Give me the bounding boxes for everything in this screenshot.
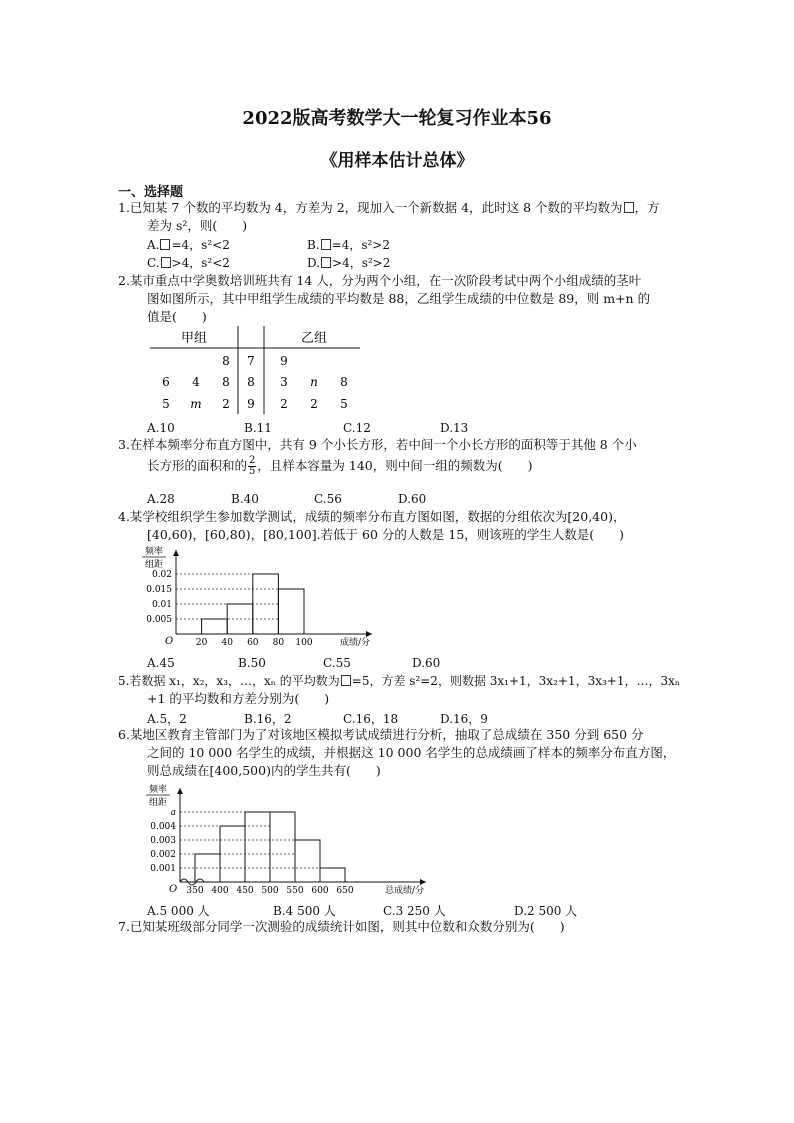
q4-option-d: D.60 — [412, 656, 441, 670]
y-tick-label: 0.015 — [146, 585, 172, 595]
q1-option-d: D. >4，s²>2 — [307, 256, 391, 270]
xbar-placeholder-icon — [160, 239, 170, 250]
q5-option-a: A.5，2 — [147, 712, 187, 726]
leaf-cell: 5 — [162, 397, 170, 411]
leaf-cell: 8 — [340, 375, 348, 389]
xbar-placeholder-icon — [341, 675, 351, 686]
xbar-placeholder-icon — [321, 239, 331, 250]
y-tick-label: 0.02 — [151, 570, 172, 580]
histogram-bar — [270, 812, 295, 882]
q4-option-a: A.45 — [147, 656, 175, 670]
histogram-chart-1 — [136, 544, 376, 654]
histogram-bar — [245, 812, 270, 882]
q7-line1: 7.已知某班级部分同学一次测验的成绩统计如图，则其中位数和众数分别为( ) — [118, 919, 565, 934]
y-label-bottom: 组距 — [148, 798, 168, 808]
leaf-cell: n — [310, 375, 318, 389]
leaf-cell: 2 — [280, 397, 288, 411]
q1-text-a: 1.已知某 7 个数的平均数为 4，方差为 2，现加入一个新数据 4，此时这 8 个数的平均数为 — [118, 200, 623, 215]
q1-line1 — [118, 199, 660, 217]
q1-text-b: ，方 — [634, 200, 660, 215]
x-tick-label: 400 — [211, 886, 229, 896]
stem-cell: 9 — [247, 397, 255, 411]
leaf-cell: 8 — [222, 354, 230, 368]
histogram-bar — [295, 840, 320, 882]
histogram-bar — [278, 589, 304, 634]
xbar-placeholder-icon — [161, 257, 171, 268]
stem-leaf-left-header: 甲组 — [180, 331, 208, 346]
xbar-placeholder-icon — [624, 202, 634, 213]
q2-line3: 值是( ) — [147, 309, 207, 324]
leaf-cell: 3 — [280, 375, 288, 389]
x-tick-label: 550 — [286, 886, 304, 896]
fraction-two-fifths: $\frac{2}{5}$ — [249, 455, 256, 477]
x-axis-label: 成绩/分 — [339, 638, 370, 648]
y-label-bottom: 组距 — [144, 560, 164, 570]
y-label-top: 频率 — [148, 785, 168, 795]
x-axis-arrow — [366, 631, 372, 637]
x-tick-label: 60 — [247, 638, 259, 648]
q5-option-b: B.16，2 — [244, 712, 292, 726]
x-tick-label: 350 — [186, 886, 204, 896]
q2-line2: 图如图所示，其中甲组学生成绩的平均数是 88，乙组学生成绩的中位数是 89，则 m+n 的 — [147, 291, 651, 306]
leaf-cell: 2 — [310, 397, 318, 411]
leaf-cell: 9 — [280, 354, 288, 368]
q5-line2: +1 的平均数和方差分别为( ) — [147, 691, 330, 706]
q6-line1: 6.某地区教育主管部门为了对该地区模拟考试成绩进行分析，抽取了总成绩在 350 分到 650 分 — [118, 727, 644, 742]
q2-line1: 2.某市重点中学奥数培训班共有 14 人，分为两个小组，在一次阶段考试中两个小组成绩的茎叶 — [118, 273, 642, 288]
q3-line1: 3.在样本频率分布直方图中，共有 9 个小长方形，若中间一个小长方形的面积等于其他 8 个小 — [118, 437, 637, 452]
x-tick-label: 100 — [295, 638, 313, 648]
q3-option-a: A.28 — [147, 492, 175, 506]
q5-option-c: C.16，18 — [343, 712, 399, 726]
q2-option-b: B.11 — [244, 421, 272, 435]
histogram-bar — [202, 619, 228, 634]
y-axis-arrow — [177, 788, 183, 794]
document-title: 2022版高考数学大一轮复习作业本56 — [242, 108, 552, 129]
y-tick-label: 0.002 — [150, 850, 176, 860]
q3-option-d: D.60 — [398, 492, 427, 506]
q3-line2: 长方形的面积和的 $\frac{2}{5}$ ，且样本容量为 140，则中间一组的频数为( ) — [147, 455, 533, 477]
leaf-cell: 8 — [222, 375, 230, 389]
q4-option-b: B.50 — [238, 656, 266, 670]
q4-line1: 4.某学校组织学生参加数学测试，成绩的频率分布直方图如图，数据的分组依次为[20,40)， — [118, 509, 626, 524]
q2-option-d: D.13 — [440, 421, 469, 435]
q6-option-b: B.4 500 人 — [273, 904, 336, 918]
leaf-cell: 2 — [222, 397, 230, 411]
leaf-cell: 4 — [192, 375, 200, 389]
x-tick-label: 450 — [236, 886, 254, 896]
q6-option-c: C.3 250 人 — [383, 904, 446, 918]
leaf-cell: 6 — [162, 375, 170, 389]
q6-line2: 之间的 10 000 名学生的成绩，并根据这 10 000 名学生的总成绩画了样本的频率分布直方图， — [147, 745, 676, 760]
histogram-bar — [320, 868, 345, 882]
stem-leaf-right-header: 乙组 — [300, 331, 328, 346]
q2-option-a: A.10 — [147, 421, 175, 435]
q6-option-d: D.2 500 人 — [514, 904, 578, 918]
y-tick-label: 0.001 — [150, 864, 176, 874]
q4-line2: [40,60)，[60,80)，[80,100].若低于 60 分的人数是 15，则该班的学生人数是( ) — [147, 527, 625, 542]
document-subtitle: 《用样本估计总体》 — [320, 151, 474, 171]
y-tick-label: 0.005 — [146, 615, 172, 625]
origin-label: O — [169, 884, 178, 895]
q3-option-b: B.40 — [231, 492, 259, 506]
stem-cell: 8 — [247, 375, 255, 389]
x-tick-label: 80 — [272, 638, 285, 648]
section-heading: 一、选择题 — [118, 185, 184, 200]
stem-leaf-plot — [148, 324, 368, 416]
x-tick-label: 20 — [195, 638, 208, 648]
q2-option-c: C.12 — [343, 421, 371, 435]
q5-option-d: D.16，9 — [440, 712, 488, 726]
q1-line2: 差为 s²，则( ) — [147, 218, 248, 233]
y-tick-label: 0.003 — [150, 836, 176, 846]
q1-option-b: B. =4，s²>2 — [307, 238, 390, 252]
leaf-cell: 5 — [340, 397, 348, 411]
origin-label: O — [165, 636, 174, 647]
x-tick-label: 600 — [311, 886, 329, 896]
q6-option-a: A.5 000 人 — [147, 904, 210, 918]
q1-option-a: A. =4，s²<2 — [147, 238, 230, 252]
histogram-chart-2 — [140, 782, 430, 900]
q4-option-c: C.55 — [323, 656, 351, 670]
y-tick-label: 0.004 — [150, 822, 176, 832]
stem-cell: 7 — [247, 354, 255, 368]
leaf-cell: m — [190, 397, 202, 411]
x-tick-label: 500 — [261, 886, 279, 896]
x-axis-arrow — [420, 879, 426, 885]
y-tick-label: 0.01 — [151, 600, 172, 610]
xbar-placeholder-icon — [321, 257, 331, 268]
y-label-top: 频率 — [144, 547, 164, 557]
q6-line3: 则总成绩在[400,500)内的学生共有( ) — [147, 763, 381, 778]
y-axis-arrow — [173, 550, 179, 556]
q1-option-c: C. >4，s²<2 — [147, 256, 230, 270]
x-tick-label: 40 — [221, 638, 233, 648]
y-tick-label: a — [170, 808, 176, 818]
x-axis-label: 总成绩/分 — [384, 886, 424, 896]
q5-line1: 5.若数据 x₁，x₂，x₃，…，xₙ 的平均数为 =5，方差 s²=2，则数据 3x₁+1，3x₂+1，3x₃+1，…，3xₙ — [118, 674, 681, 688]
x-tick-label: 650 — [336, 886, 354, 896]
q3-option-c: C.56 — [314, 492, 342, 506]
